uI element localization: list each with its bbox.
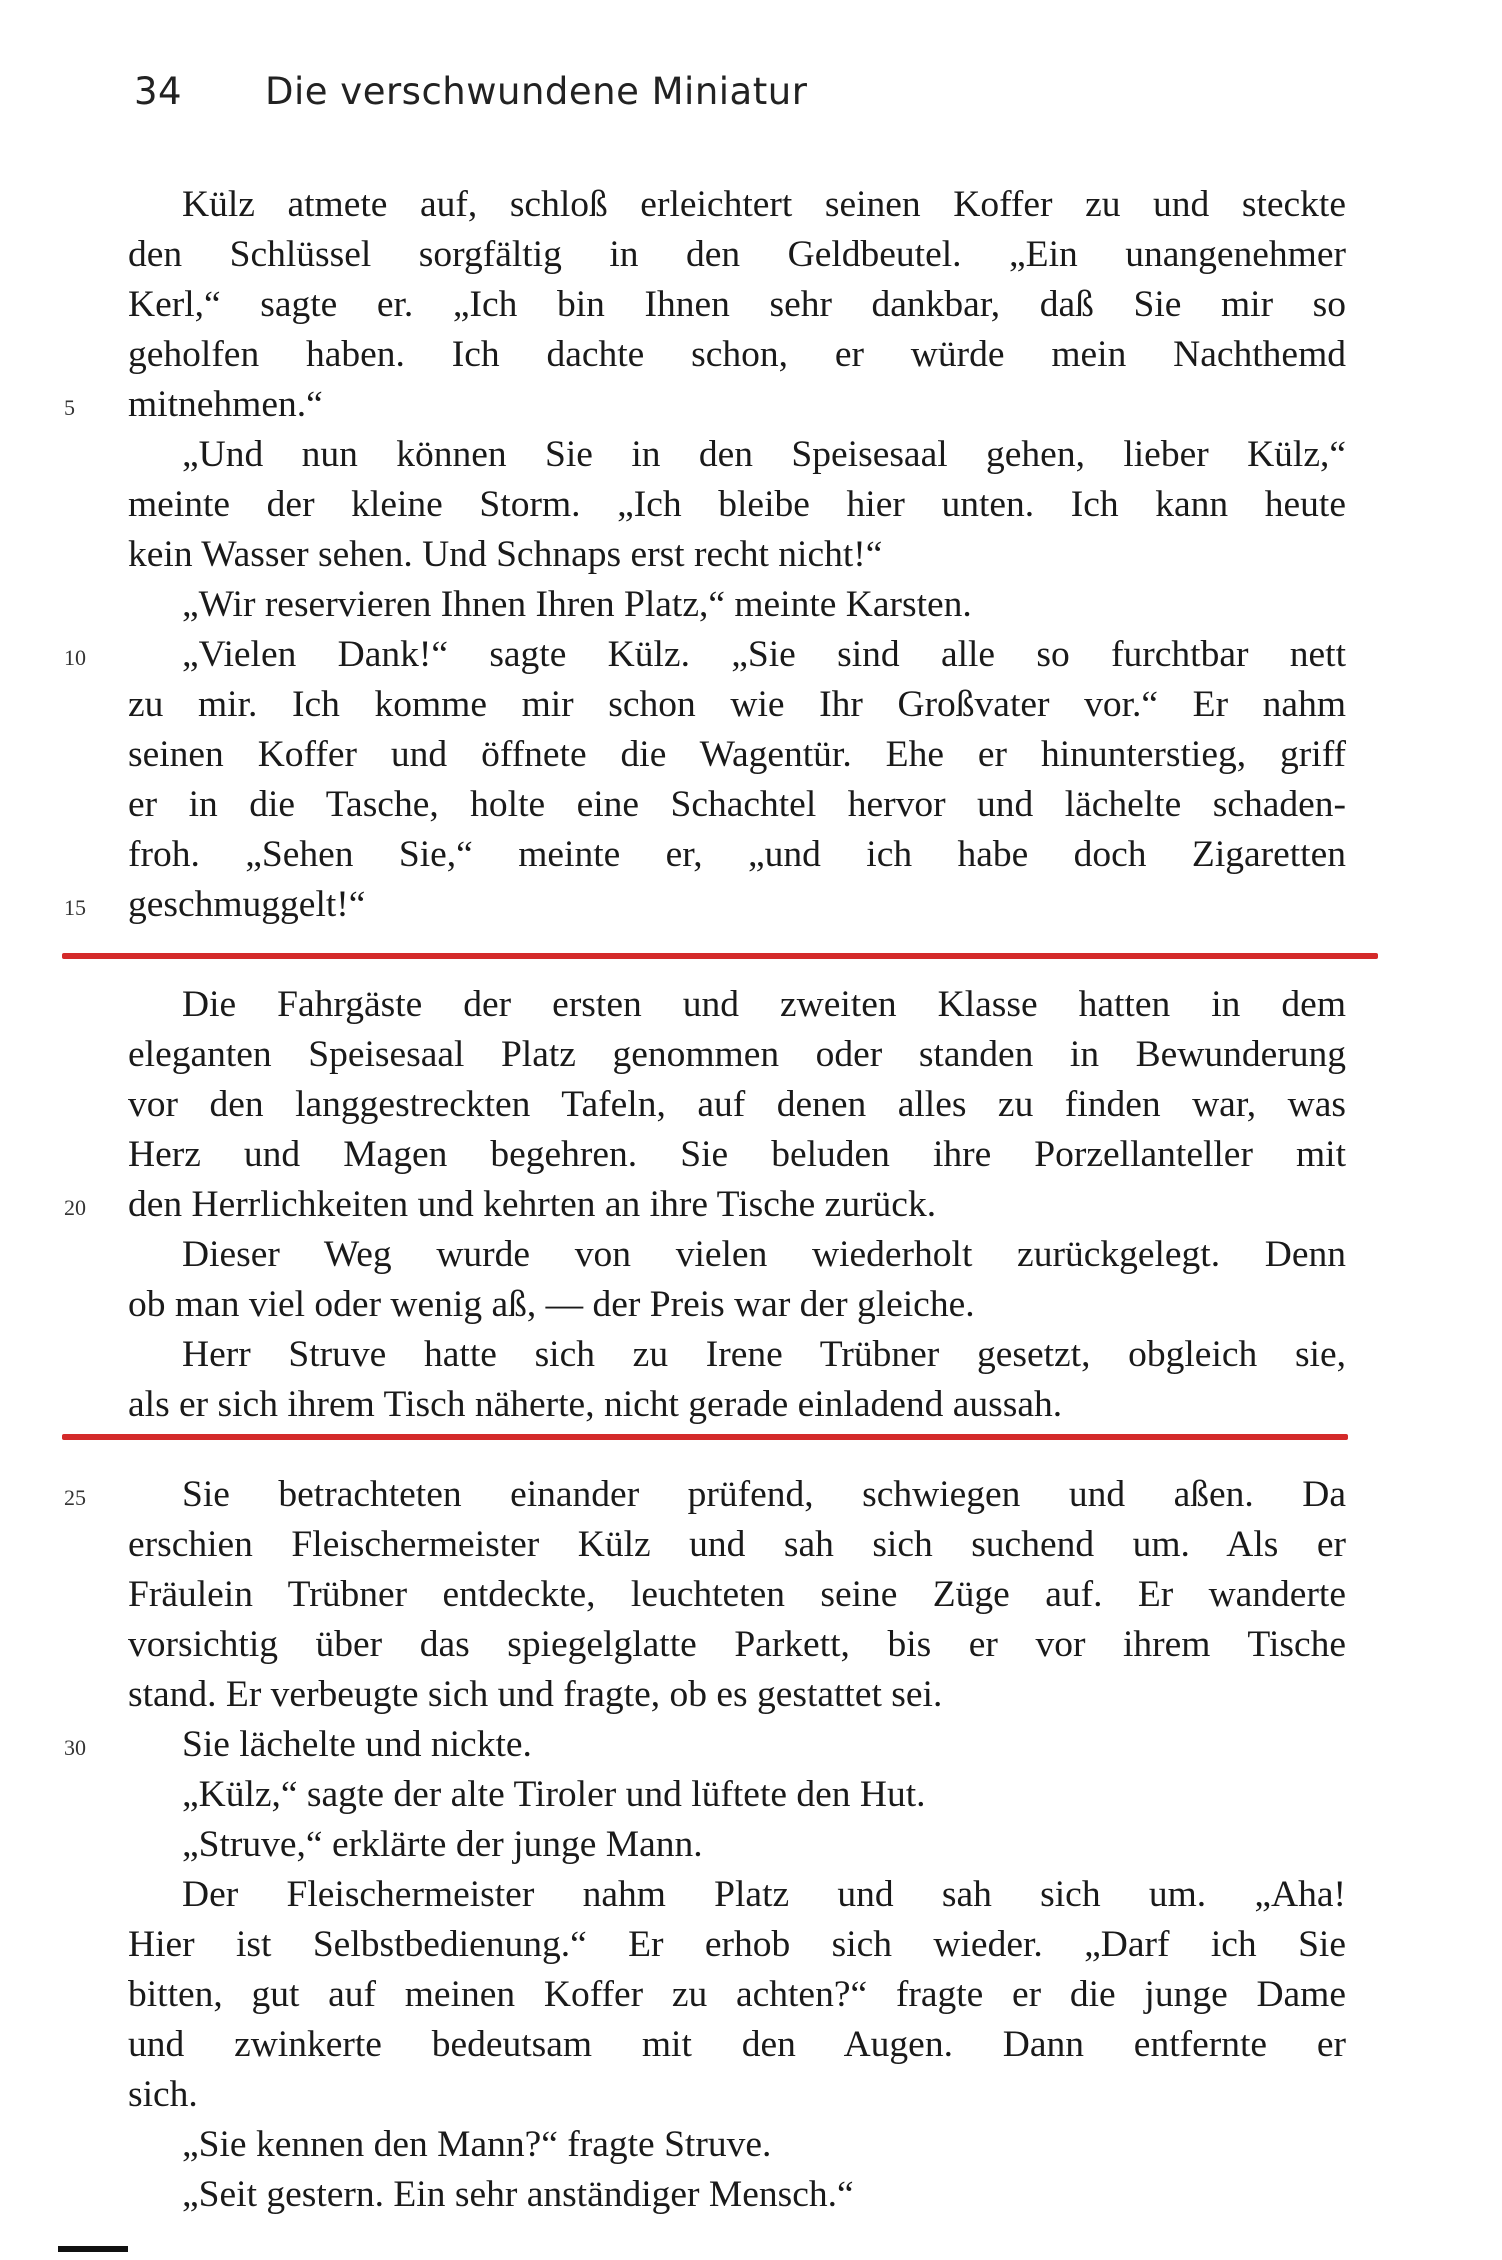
text-line: als er sich ihrem Tisch näherte, nicht gerade einladend aussah.: [128, 1384, 1063, 1425]
text-line: erschien Fleischermeister Külz und sah sich suchend um. Als er: [128, 1524, 1346, 1565]
highlight-rule-bottom: [62, 1434, 1348, 1440]
text-line: seinen Koffer und öffnete die Wagentür. Ehe er hinunterstieg, griff: [128, 734, 1346, 775]
text-line: mitnehmen.“: [128, 384, 323, 425]
text-line: Die Fahrgäste der ersten und zweiten Klasse hatten in dem: [182, 984, 1346, 1025]
line-number: 10: [64, 645, 86, 670]
text-line: „Wir reservieren Ihnen Ihren Platz,“ meinte Karsten.: [182, 584, 972, 625]
text-line: sich.: [128, 2074, 198, 2115]
text-line: „Vielen Dank!“ sagte Külz. „Sie sind alle so furchtbar nett: [182, 634, 1346, 675]
line-number: 5: [64, 395, 75, 420]
text-line: den Schlüssel sorgfältig in den Geldbeutel. „Ein unangenehmer: [128, 234, 1346, 275]
text-line: Sie betrachteten einander prüfend, schwiegen und aßen. Da: [182, 1474, 1346, 1515]
running-title: Die verschwundene Miniatur: [265, 70, 808, 113]
text-line: „Sie kennen den Mann?“ fragte Struve.: [182, 2124, 772, 2165]
text-line: und zwinkerte bedeutsam mit den Augen. Dann entfernte er: [128, 2024, 1346, 2065]
text-line: den Herrlichkeiten und kehrten an ihre Tische zurück.: [128, 1184, 937, 1225]
text-line: Sie lächelte und nickte.: [182, 1724, 532, 1765]
text-line: kein Wasser sehen. Und Schnaps erst recht nicht!“: [128, 534, 883, 575]
line-number: 25: [64, 1485, 86, 1510]
text-line: geschmuggelt!“: [128, 884, 366, 925]
text-line: bitten, gut auf meinen Koffer zu achten?“ fragte er die junge Dame: [128, 1974, 1346, 2015]
text-line: Der Fleischermeister nahm Platz und sah sich um. „Aha!: [182, 1874, 1346, 1915]
text-line: vor den langgestreckten Tafeln, auf denen alles zu finden war, was: [128, 1084, 1346, 1125]
page-edge-mark: [58, 2246, 128, 2252]
text-line: vorsichtig über das spiegelglatte Parkett, bis er vor ihrem Tische: [128, 1624, 1346, 1665]
line-number: 15: [64, 895, 86, 920]
text-line: Fräulein Trübner entdeckte, leuchteten seine Züge auf. Er wanderte: [128, 1574, 1346, 1615]
text-line: „Külz,“ sagte der alte Tiroler und lüftete den Hut.: [182, 1774, 926, 1815]
text-line: Dieser Weg wurde von vielen wiederholt zurückgelegt. Denn: [182, 1234, 1346, 1275]
text-line: „Und nun können Sie in den Speisesaal gehen, lieber Külz,“: [182, 434, 1346, 475]
line-number: 30: [64, 1735, 86, 1760]
text-line: Hier ist Selbstbedienung.“ Er erhob sich wieder. „Darf ich Sie: [128, 1924, 1346, 1965]
running-header: [130, 62, 1390, 122]
text-line: stand. Er verbeugte sich und fragte, ob es gestattet sei.: [128, 1674, 943, 1715]
highlight-rule-top: [62, 953, 1378, 959]
text-line: Herz und Magen begehren. Sie beluden ihre Porzellanteller mit: [128, 1134, 1346, 1175]
text-line: eleganten Speisesaal Platz genommen oder standen in Bewunderung: [128, 1034, 1346, 1075]
text-line: Kerl,“ sagte er. „Ich bin Ihnen sehr dankbar, daß Sie mir so: [128, 284, 1346, 325]
text-line: zu mir. Ich komme mir schon wie Ihr Großvater vor.“ Er nahm: [128, 684, 1346, 725]
text-line: Herr Struve hatte sich zu Irene Trübner gesetzt, obgleich sie,: [182, 1334, 1346, 1375]
line-number: 20: [64, 1195, 86, 1220]
text-line: meinte der kleine Storm. „Ich bleibe hier unten. Ich kann heute: [128, 484, 1346, 525]
text-line: froh. „Sehen Sie,“ meinte er, „und ich habe doch Zigaretten: [128, 834, 1346, 875]
text-line: „Struve,“ erklärte der junge Mann.: [182, 1824, 703, 1865]
text-line: ob man viel oder wenig aß, — der Preis war der gleiche.: [128, 1284, 975, 1325]
text-line: Külz atmete auf, schloß erleichtert seinen Koffer zu und steckte: [182, 184, 1346, 225]
text-line: geholfen haben. Ich dachte schon, er würde mein Nachthemd: [128, 334, 1346, 375]
text-line: er in die Tasche, holte eine Schachtel hervor und lächelte schaden-: [128, 784, 1346, 825]
text-line: „Seit gestern. Ein sehr anständiger Mensch.“: [182, 2174, 854, 2215]
page-number: 34: [134, 70, 183, 113]
